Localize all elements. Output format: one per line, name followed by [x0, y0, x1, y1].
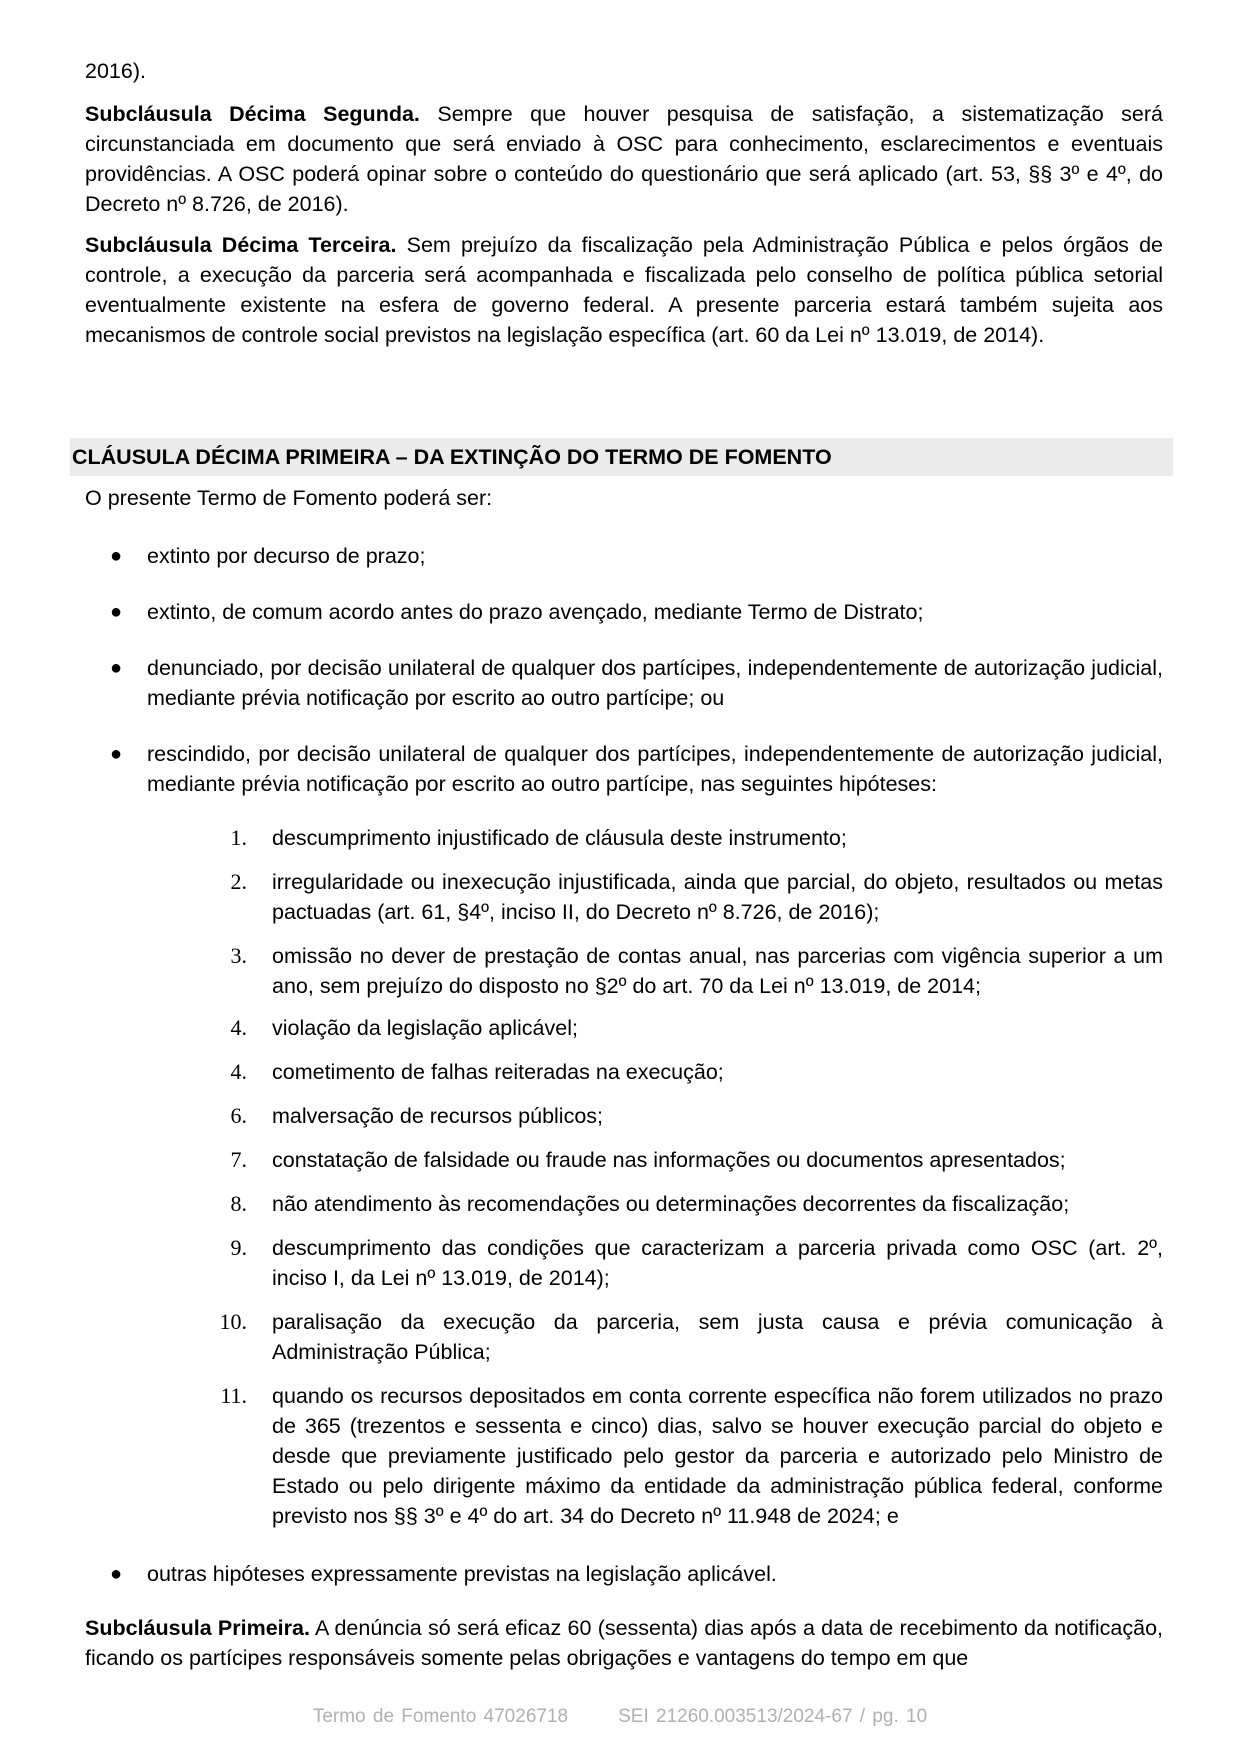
subclause-primeira [85, 1613, 1163, 1673]
subclause-text: Sem prejuízo da fiscalização pela Administração Pública e pelos órgãos de controle, a execução da parceria será acompanhada e fiscalizada pelo conselho de política pública setorial eventualmente existente na esfera de governo federal. A presente parceria estará também sujeita aos mecanismos de controle social previstos na legislação específica (art. 60 da Lei nº 13.019, de 2014). [85, 233, 1163, 347]
list-text: omissão no dever de prestação de contas anual, nas parcerias com vigência superior a um ano, sem prejuízo do disposto no §2º do art. 70 da Lei nº 13.019, de 2014; [272, 944, 1163, 998]
paragraph-text: 2016). [85, 59, 146, 83]
subclause-text: Sempre que houver pesquisa de satisfação, a sistematização será circunstanciada em documento que será enviado à OSC para conhecimento, esclarecimentos e eventuais providências. A OSC poderá opinar sobre o conteúdo do questionário que será aplicado (art. 53, §§ 3º e 4º, do Decreto nº 8.726, de 2016). [85, 102, 1163, 216]
subclause-decima-segunda [85, 99, 1163, 219]
list-text: paralisação da execução da parceria, sem justa causa e prévia comunicação à Administração Pública; [272, 1310, 1163, 1364]
list-number: 7. [230, 1147, 247, 1172]
bullet-text: extinto por decurso de prazo; [147, 544, 426, 568]
list-text: cometimento de falhas reiteradas na execução; [272, 1060, 724, 1084]
list-number: 2. [230, 869, 247, 894]
list-number: 1. [230, 825, 247, 850]
list-text: constatação de falsidade ou fraude nas informações ou documentos apresentados; [272, 1148, 1066, 1172]
list-number: 3. [230, 943, 247, 968]
bullet-text: extinto, de comum acordo antes do prazo avençado, mediante Termo de Distrato; [147, 600, 924, 624]
list-text: descumprimento das condições que caracterizam a parceria privada como OSC (art. 2º, inciso I, da Lei nº 13.019, de 2014); [272, 1236, 1163, 1290]
list-number: 10. [219, 1309, 247, 1334]
bullet-icon: ● [110, 743, 123, 765]
list-number: 11. [220, 1383, 247, 1408]
list-number: 4. [230, 1059, 247, 1084]
bullet-icon: ● [110, 545, 123, 567]
bullet-text: outras hipóteses expressamente previstas na legislação aplicável. [147, 1562, 777, 1586]
subclause-label: Subcláusula Décima Terceira. [85, 233, 397, 257]
bullet-icon: ● [110, 657, 123, 679]
list-text: irregularidade ou inexecução injustificada, ainda que parcial, do objeto, resultados ou metas pactuadas (art. 61, §4º, inciso II, do Decreto nº 8.726, de 2016); [272, 870, 1163, 924]
section-intro [85, 483, 1163, 513]
intro-text: O presente Termo de Fomento poderá ser: [85, 486, 493, 510]
paragraph-continuation [85, 56, 1163, 86]
list-text: quando os recursos depositados em conta corrente específica não forem utilizados no prazo de 365 (trezentos e sessenta e cinco) dias, salvo se houver execução parcial do objeto e desde que previamente justificado pelo gestor da parceria e autorizado pelo Ministro de Estado ou pelo dirigente máximo da entidade da administração pública federal, conforme previsto nos §§ 3º e 4º do art. 34 do Decreto nº 11.948 de 2024; e [272, 1384, 1163, 1528]
list-number: 4. [230, 1015, 247, 1040]
list-number: 6. [230, 1103, 247, 1128]
subclause-label: Subcláusula Décima Segunda. [85, 102, 420, 126]
bullet-icon: ● [110, 1563, 123, 1585]
list-number: 9. [230, 1235, 247, 1260]
bullet-text: denunciado, por decisão unilateral de qualquer dos partícipes, independentemente de autorização judicial, mediante prévia notificação por escrito ao outro partícipe; ou [147, 656, 1163, 710]
bullet-icon: ● [110, 601, 123, 623]
page-footer [0, 1706, 1240, 1728]
subclause-label: Subcláusula Primeira. [85, 1616, 310, 1640]
section-heading: CLÁUSULA DÉCIMA PRIMEIRA – DA EXTINÇÃO DO TERMO DE FOMENTO [70, 438, 1173, 476]
subclause-text: A denúncia só será eficaz 60 (sessenta) dias após a data de recebimento da notificação, ficando os partícipes responsáveis somente pelas obrigações e vantagens do tempo em que [85, 1616, 1163, 1670]
subclause-decima-terceira [85, 230, 1163, 350]
list-text: violação da legislação aplicável; [272, 1016, 578, 1040]
footer-process-page: SEI 21260.003513/2024-67 / pg. 10 [618, 1706, 928, 1727]
list-text: descumprimento injustificado de cláusula deste instrumento; [272, 826, 847, 850]
list-text: malversação de recursos públicos; [272, 1104, 604, 1128]
footer-document-id: Termo de Fomento 47026718 [312, 1706, 569, 1727]
list-text: não atendimento às recomendações ou determinações decorrentes da fiscalização; [272, 1192, 1070, 1216]
list-number: 8. [230, 1191, 247, 1216]
bullet-text: rescindido, por decisão unilateral de qualquer dos partícipes, independentemente de autorização judicial, mediante prévia notificação por escrito ao outro partícipe, nas seguintes hipóteses: [147, 742, 1163, 796]
